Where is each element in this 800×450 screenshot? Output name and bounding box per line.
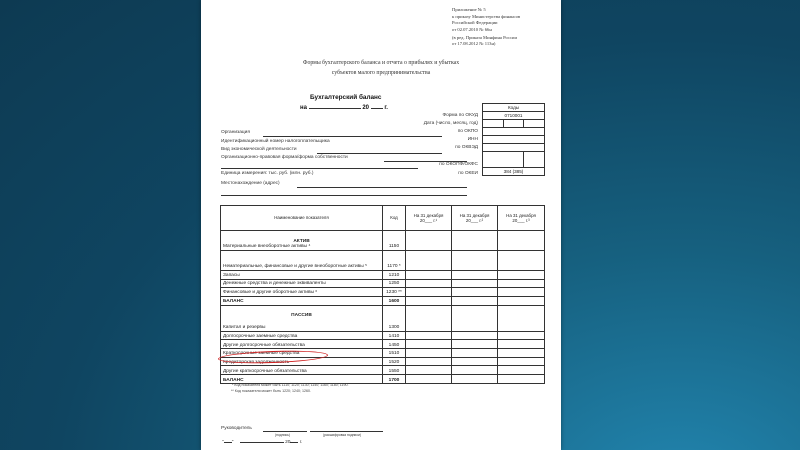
row-name [221,305,383,331]
col-period-2: На 31 декабря 20___ г.² [452,206,498,231]
quote-open: " [222,440,224,445]
row-label: Кредиторская задолженность [223,359,290,365]
row-name [221,331,383,340]
value-cell[interactable] [498,271,545,280]
annex-line: от 17.08.2012 № 113н) [452,41,496,47]
signature-date [222,440,302,446]
legal-form-line-2[interactable] [221,168,418,169]
row-name [221,231,383,251]
row-label: Краткосрочные заемные средства [223,351,300,357]
table-row [221,296,545,305]
value-cell[interactable] [498,357,545,366]
value-cell[interactable] [452,279,498,288]
value-cell[interactable] [406,305,452,331]
forms-subtitle: субъектов малого предпринимательства [331,70,431,76]
row-name [221,288,383,297]
row-code: 1520 [383,357,406,366]
value-cell[interactable] [498,366,545,375]
table-row [221,251,545,271]
annex-line: Приложение № 5 [452,7,486,12]
label-inn: ИНН [467,137,478,142]
codes-header: Коды [483,104,545,112]
table-row [221,279,545,288]
value-cell[interactable] [406,357,452,366]
code-okei[interactable]: 384 (385) [483,168,545,176]
value-cell[interactable] [406,288,452,297]
row-code: 1550 [383,366,406,375]
table-row [221,305,545,331]
annex-line: от 02.07.2010 № 66н [452,26,492,32]
col-period-3: На 31 декабря 20___ г.³ [498,206,545,231]
value-cell[interactable] [406,251,452,271]
day-blank[interactable] [224,442,232,443]
row-code: 1510 [383,349,406,358]
table-row [221,271,545,280]
label-okei: по ОКЕИ [458,171,478,176]
value-cell[interactable] [406,279,452,288]
organization-line[interactable] [263,136,442,137]
value-cell[interactable] [452,231,498,251]
quote-close: " [231,440,234,445]
row-label: БАЛАНС [223,299,244,304]
row-code: 1230 ** [383,288,406,297]
label-date: Дата (число, месяц, год) [423,121,478,126]
sig-g: г. [299,440,303,445]
table-header [221,206,545,231]
date-blank [309,108,361,109]
row-code: 1450 [383,340,406,349]
label-okopf: по ОКОПФ/ОКФС [439,162,478,167]
value-cell[interactable] [452,366,498,375]
sig-year: 20 [285,440,291,445]
value-cell[interactable] [406,231,452,251]
code-year[interactable] [524,120,545,128]
row-name [221,340,383,349]
value-cell[interactable] [498,340,545,349]
row-label: Долгосрочные заемные средства [223,333,298,339]
date-line [300,104,388,112]
value-cell[interactable] [452,357,498,366]
row-name [221,271,383,280]
balance-sheet-form [201,0,561,450]
row-label: БАЛАНС [223,377,244,383]
row-code: 1210 [383,271,406,280]
row-label: Запасы [223,272,240,278]
month-blank[interactable] [240,442,284,443]
row-label: Капитал и резервы [223,325,266,330]
row-label: Другие долгосрочные обязательства [223,342,305,348]
label-okud: Форма по ОКУД [442,113,478,118]
row-code: 1410 [383,331,406,340]
value-cell[interactable] [452,340,498,349]
row-label: Финансовые и другие оборотные активы ⁶ [223,290,318,296]
value-cell[interactable] [406,331,452,340]
value-cell[interactable] [406,340,452,349]
section-title: ПАССИВ [291,313,312,319]
signature-line[interactable] [263,431,307,432]
field-inn: Идентификационный номер налогоплательщика [221,139,330,144]
value-cell[interactable] [452,296,498,305]
code-month[interactable] [503,120,524,128]
value-cell[interactable] [406,296,452,305]
table-row [221,288,545,297]
table-row [221,340,545,349]
signature-decode-line[interactable] [310,431,383,432]
legal-form-line[interactable] [384,161,467,162]
row-name [221,251,383,271]
annex-line: к приказу Министерства финансов [452,13,521,19]
date-g: г. [384,105,388,111]
signature-caption: (подпись) [275,433,291,437]
document-title: Бухгалтерский баланс [310,94,382,101]
value-cell[interactable] [498,296,545,305]
row-label: Другие краткосрочные обязательства [223,368,307,374]
value-cell[interactable] [406,349,452,358]
value-cell[interactable] [452,331,498,340]
table-row [221,231,545,251]
table-row [221,331,545,340]
code-day[interactable] [483,120,504,128]
value-cell[interactable] [498,305,545,331]
value-cell[interactable] [452,375,498,384]
section-title: АКТИВ [293,238,310,244]
footnote-1: * Код показателя может быть 1110; 1120; 1130; 1140; 1160; 1180; 1190. [232,383,349,387]
row-code: 1170 * [383,251,406,271]
label-okpo: по ОКПО [457,129,478,134]
row-code: 1250 [383,279,406,288]
value-cell[interactable] [452,251,498,271]
row-name [221,366,383,375]
footnote-2: ** Код показателя может быть 1220; 1240; 1260. [231,389,312,393]
field-legal-form: Организационно-правовая форма/форма собственности [221,155,348,160]
code-okfs[interactable] [524,152,545,168]
value-cell[interactable] [498,279,545,288]
value-cell[interactable] [498,231,545,251]
code-okpo[interactable] [483,128,545,136]
codes-box [482,103,545,176]
col-name: Наименование показателя [221,206,383,231]
label-okved: по ОКВЭД [455,145,478,150]
value-cell[interactable] [452,288,498,297]
annex-note [452,7,520,48]
activity-line[interactable] [317,153,442,154]
row-code: 1150 [383,231,406,251]
value-cell[interactable] [498,375,545,384]
row-label: Материальные внеоборотные активы ⁴ [223,244,311,250]
value-cell[interactable] [498,251,545,271]
signature-decode-caption: (расшифровка подписи) [323,433,362,437]
code-okved[interactable] [483,144,545,152]
value-cell[interactable] [406,271,452,280]
code-okopf[interactable] [483,152,524,168]
row-name [221,296,383,305]
date-na: на [300,105,307,111]
code-inn[interactable] [483,136,545,144]
value-cell[interactable] [452,305,498,331]
table-row [221,366,545,375]
address-line-2[interactable] [221,195,467,196]
code-okud[interactable]: 0710001 [483,112,545,120]
value-cell[interactable] [498,288,545,297]
value-cell[interactable] [498,331,545,340]
row-label: Нематериальные, финансовые и другие внеоборотные активы ⁵ [223,264,367,270]
field-organization: Организация [221,130,250,135]
address-line[interactable] [297,187,467,188]
year-blank[interactable] [290,442,298,443]
row-label: Денежные средства и денежные эквиваленты [223,281,326,287]
value-cell[interactable] [452,271,498,280]
signature-head-label: Руководитель [221,426,252,431]
annex-line: (в ред. Приказа Минфина России [452,34,517,40]
col-period-1: На 31 декабря 20___ г.¹ [406,206,452,231]
year-blank [371,108,383,109]
field-activity: Вид экономической деятельности [221,147,297,152]
field-unit: Единица измерения: тыс. руб. (млн. руб.) [221,171,314,176]
value-cell[interactable] [498,349,545,358]
row-code: 1600 [383,296,406,305]
field-address: Местонахождение (адрес) [221,181,280,186]
date-year: 20 [362,105,369,111]
row-code: 1700 [383,375,406,384]
value-cell[interactable] [406,375,452,384]
value-cell[interactable] [452,349,498,358]
annex-line: Российской Федерации [452,20,498,26]
col-code: Код [383,206,406,231]
row-code: 1300 [383,305,406,331]
forms-title: Формы бухгалтерского баланса и отчета о прибылях и убытках [302,60,460,66]
row-name [221,279,383,288]
value-cell[interactable] [406,366,452,375]
